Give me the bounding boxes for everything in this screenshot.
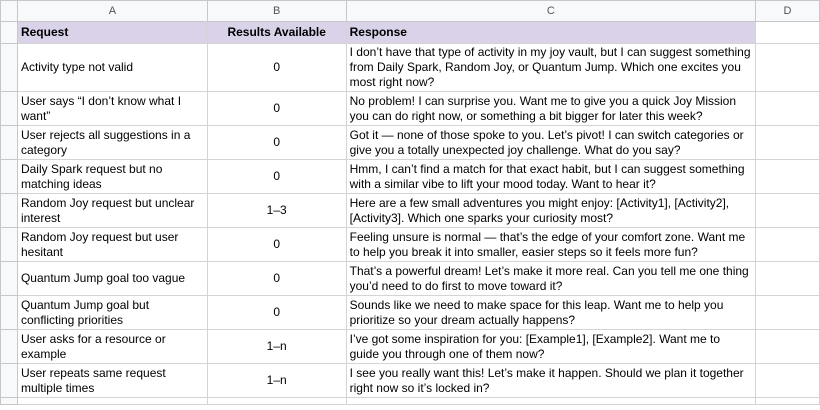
column-header-b[interactable]: B bbox=[207, 1, 346, 22]
cell-d[interactable] bbox=[756, 126, 820, 160]
column-header-c[interactable]: C bbox=[346, 1, 755, 22]
cell-results[interactable]: 1–n bbox=[207, 330, 346, 364]
cell-response[interactable]: That’s a powerful dream! Let’s make it more real. Can you tell me one thing you’d need to do first to move toward it? bbox=[346, 262, 755, 296]
cell-response[interactable]: I’ve got some inspiration for you: [Example1], [Example2]. Want me to guide you through one of them now? bbox=[346, 330, 755, 364]
cell-response[interactable]: I don’t have that type of activity in my joy vault, but I can suggest something from Daily Spark, Random Joy, or Quantum Jump. Which one excites you most right now? bbox=[346, 44, 755, 92]
row-number[interactable] bbox=[1, 160, 18, 194]
cell-results[interactable]: 0 bbox=[207, 296, 346, 330]
cell-empty[interactable] bbox=[346, 398, 755, 405]
cell-results[interactable]: 0 bbox=[207, 160, 346, 194]
cell-request[interactable]: User rejects all suggestions in a category bbox=[17, 126, 207, 160]
table-row bbox=[1, 160, 820, 194]
cell-request[interactable]: Quantum Jump goal but conflicting priorities bbox=[17, 296, 207, 330]
row-number[interactable] bbox=[1, 22, 18, 44]
table-row bbox=[1, 92, 820, 126]
cell-response[interactable]: I see you really want this! Let’s make it happen. Should we plan it together right now so it’s locked in? bbox=[346, 364, 755, 398]
cell-results[interactable]: 0 bbox=[207, 44, 346, 92]
cell-d[interactable] bbox=[756, 44, 820, 92]
cell-d[interactable] bbox=[756, 228, 820, 262]
cell-response[interactable]: Feeling unsure is normal — that’s the edge of your comfort zone. Want me to help you break it into smaller, easier steps so it feels more fun? bbox=[346, 228, 755, 262]
table-row bbox=[1, 262, 820, 296]
cell-d[interactable] bbox=[756, 364, 820, 398]
row-number[interactable] bbox=[1, 228, 18, 262]
cell-d[interactable] bbox=[756, 22, 820, 44]
cell-response[interactable]: No problem! I can surprise you. Want me to give you a quick Joy Mission you can do right now, or something a bit bigger for later this week? bbox=[346, 92, 755, 126]
table-row bbox=[1, 126, 820, 160]
row-number[interactable] bbox=[1, 296, 18, 330]
header-row bbox=[1, 22, 820, 44]
cell-response[interactable]: Got it — none of those spoke to you. Let’s pivot! I can switch categories or give you a totally unexpected joy challenge. What do you say? bbox=[346, 126, 755, 160]
header-request[interactable]: Request bbox=[17, 22, 207, 44]
cell-d[interactable] bbox=[756, 296, 820, 330]
row-number[interactable] bbox=[1, 398, 18, 405]
row-number[interactable] bbox=[1, 364, 18, 398]
cell-d[interactable] bbox=[756, 194, 820, 228]
column-header-row bbox=[1, 1, 820, 22]
table-row bbox=[1, 228, 820, 262]
column-header-a[interactable]: A bbox=[17, 1, 207, 22]
row-number[interactable] bbox=[1, 330, 18, 364]
cell-response[interactable]: Here are a few small adventures you might enjoy: [Activity1], [Activity2], [Activity3]. Which one sparks your curiosity most? bbox=[346, 194, 755, 228]
cell-request[interactable]: User asks for a resource or example bbox=[17, 330, 207, 364]
column-header-d[interactable]: D bbox=[756, 1, 820, 22]
select-all-corner[interactable] bbox=[1, 1, 18, 22]
cell-d[interactable] bbox=[756, 92, 820, 126]
cell-response[interactable]: Hmm, I can’t find a match for that exact habit, but I can suggest something with a similar vibe to lift your mood today. Want to hear it? bbox=[346, 160, 755, 194]
cell-request[interactable]: Daily Spark request but no matching ideas bbox=[17, 160, 207, 194]
row-number[interactable] bbox=[1, 126, 18, 160]
cell-response[interactable]: Sounds like we need to make space for this leap. Want me to help you prioritize so your dream actually happens? bbox=[346, 296, 755, 330]
cell-results[interactable]: 1–3 bbox=[207, 194, 346, 228]
table-row bbox=[1, 364, 820, 398]
cell-request[interactable]: Random Joy request but user hesitant bbox=[17, 228, 207, 262]
cell-request[interactable]: Activity type not valid bbox=[17, 44, 207, 92]
header-results-available[interactable]: Results Available bbox=[207, 22, 346, 44]
table-row bbox=[1, 194, 820, 228]
table-row bbox=[1, 296, 820, 330]
cell-d[interactable] bbox=[756, 262, 820, 296]
table-row bbox=[1, 398, 820, 405]
cell-d[interactable] bbox=[756, 160, 820, 194]
row-number[interactable] bbox=[1, 194, 18, 228]
row-number[interactable] bbox=[1, 92, 18, 126]
row-number[interactable] bbox=[1, 44, 18, 92]
cell-results[interactable]: 0 bbox=[207, 92, 346, 126]
cell-empty[interactable] bbox=[756, 398, 820, 405]
table-row bbox=[1, 44, 820, 92]
row-number[interactable] bbox=[1, 262, 18, 296]
table-row bbox=[1, 330, 820, 364]
cell-request[interactable]: Quantum Jump goal too vague bbox=[17, 262, 207, 296]
cell-request[interactable]: Random Joy request but unclear interest bbox=[17, 194, 207, 228]
cell-empty[interactable] bbox=[207, 398, 346, 405]
cell-results[interactable]: 0 bbox=[207, 126, 346, 160]
cell-request[interactable]: User says “I don’t know what I want” bbox=[17, 92, 207, 126]
cell-d[interactable] bbox=[756, 330, 820, 364]
cell-results[interactable]: 0 bbox=[207, 228, 346, 262]
header-response[interactable]: Response bbox=[346, 22, 755, 44]
cell-request[interactable]: User repeats same request multiple times bbox=[17, 364, 207, 398]
cell-results[interactable]: 1–n bbox=[207, 364, 346, 398]
cell-results[interactable]: 0 bbox=[207, 262, 346, 296]
cell-empty[interactable] bbox=[17, 398, 207, 405]
